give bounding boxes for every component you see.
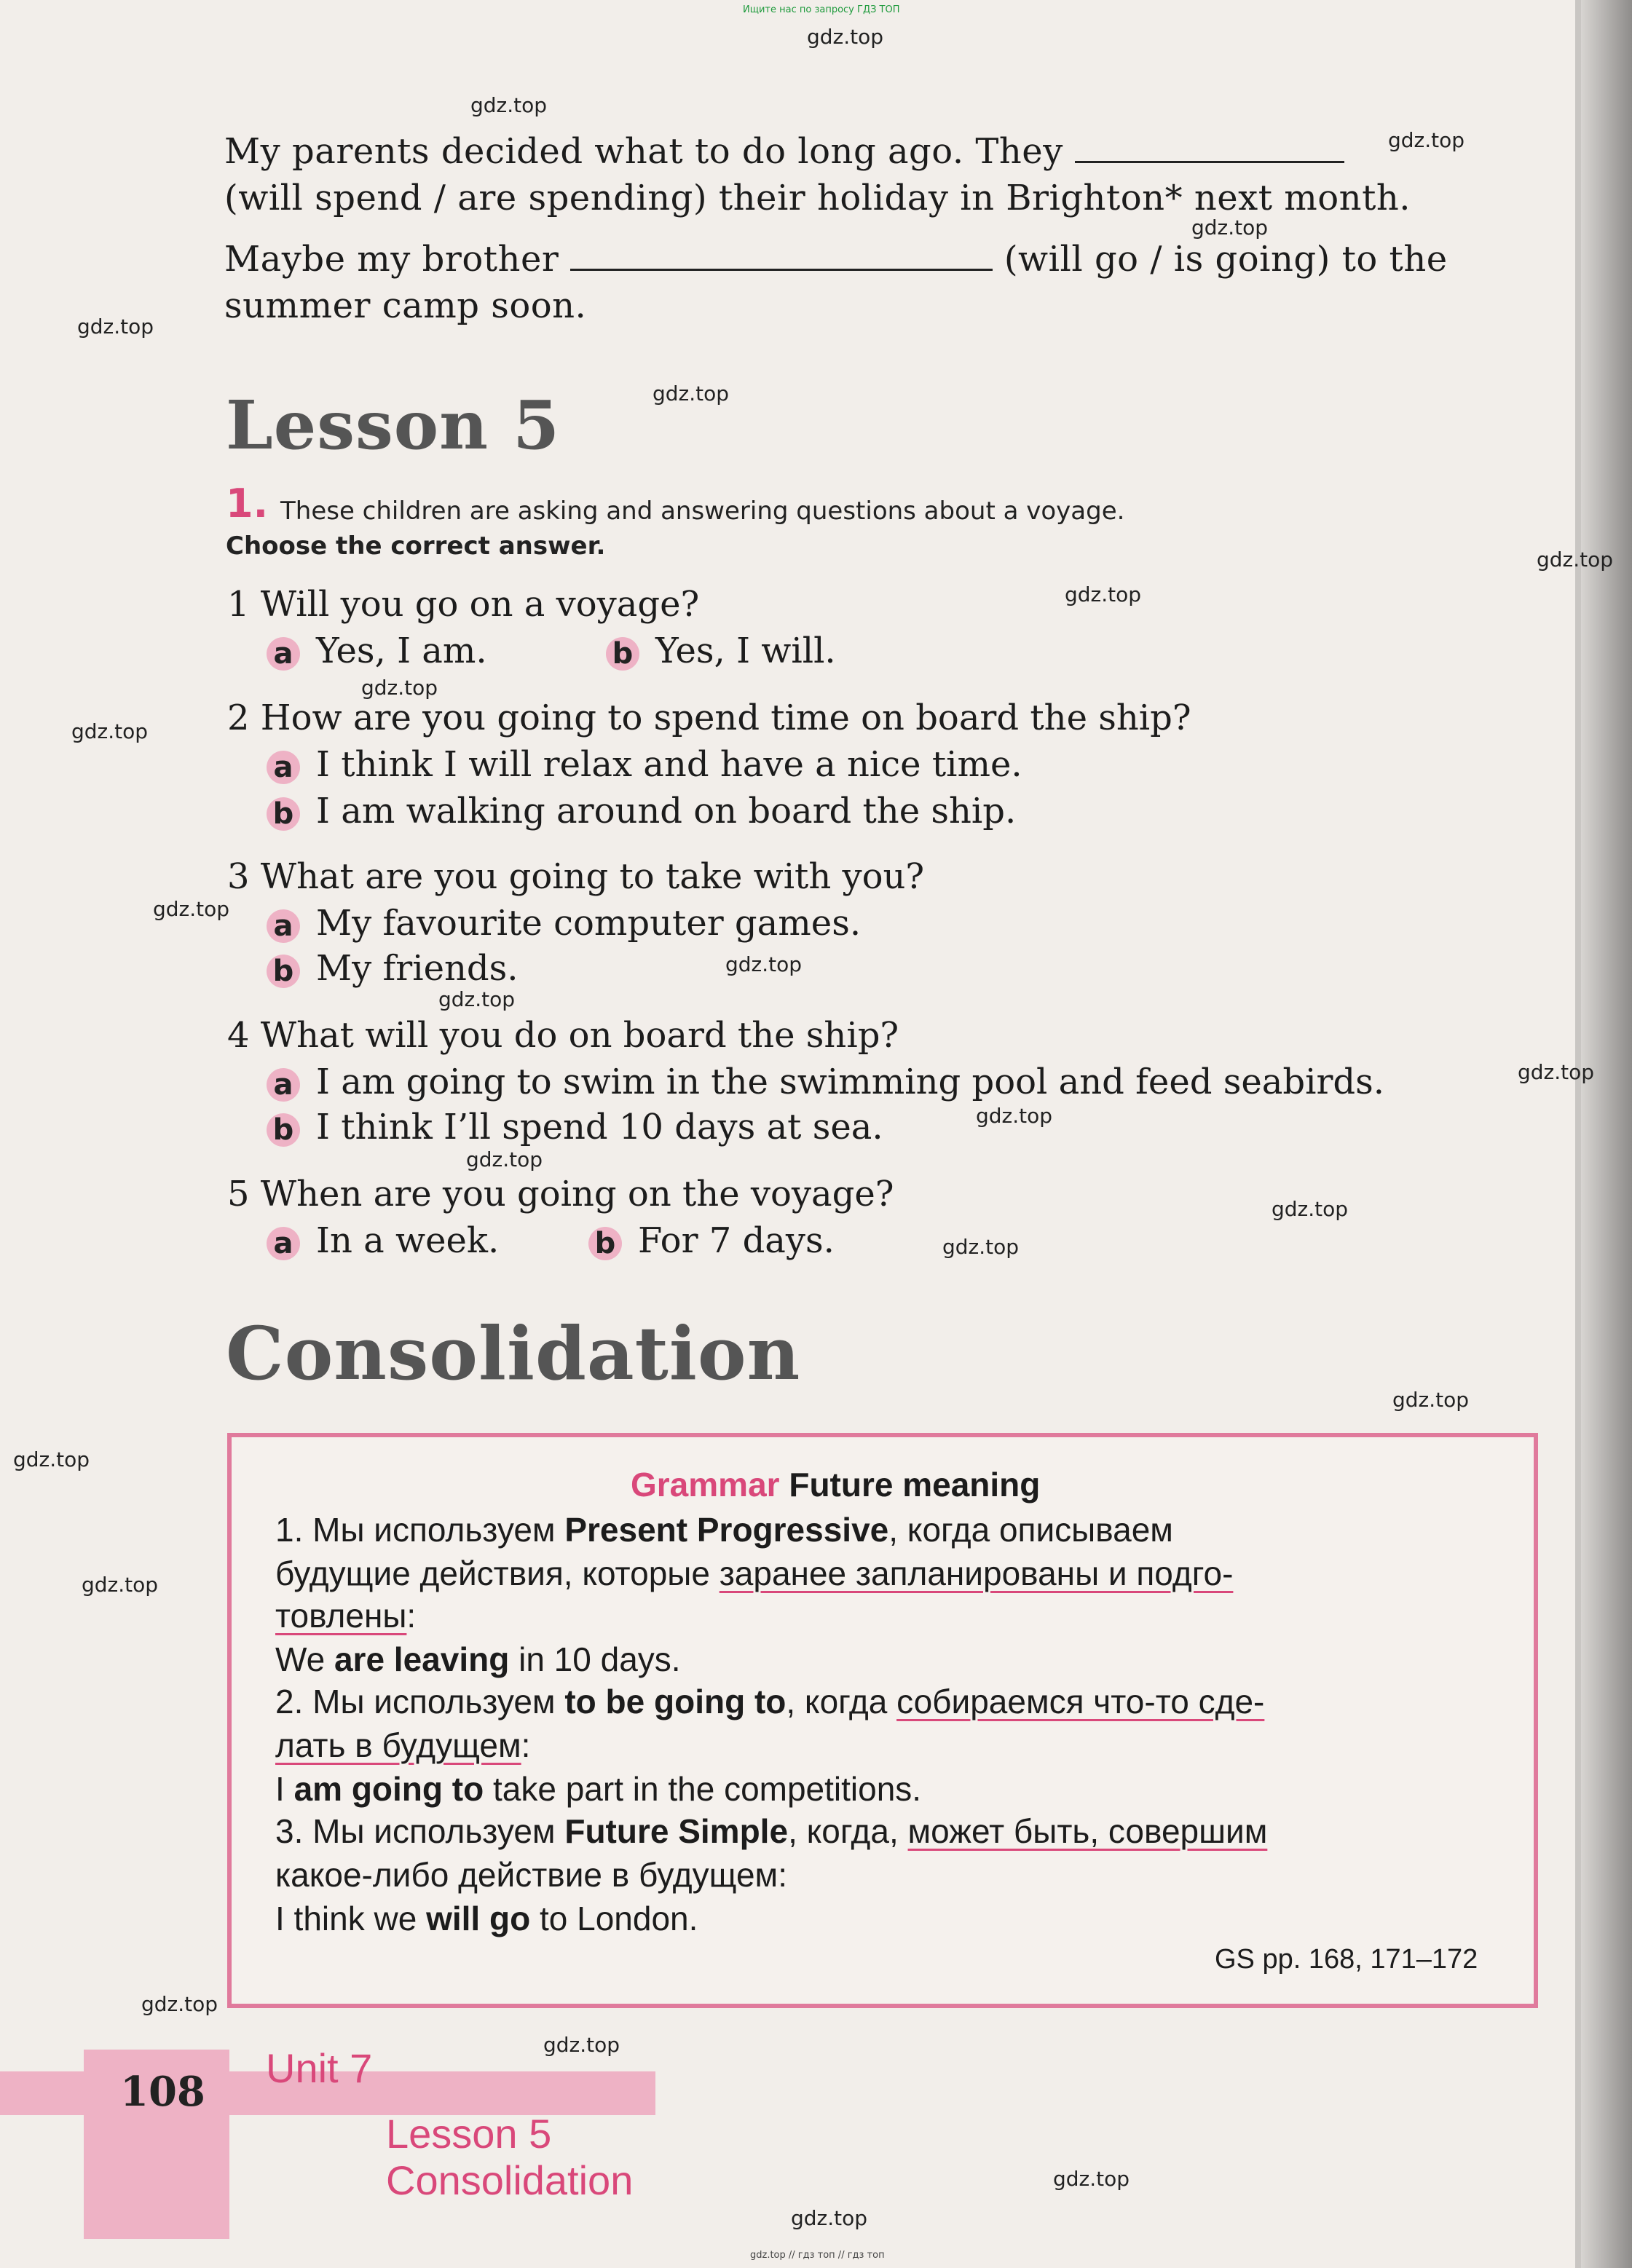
- question-1: 1 Will you go on a voyage?: [227, 584, 700, 625]
- page-gutter-line: [1575, 0, 1581, 2268]
- option-text: Yes, I will.: [655, 631, 836, 671]
- option-letter-a: a: [267, 909, 300, 943]
- answer-blank: [570, 261, 993, 271]
- option-letter-b: b: [267, 797, 300, 831]
- option-letter-b: b: [267, 955, 300, 988]
- watermark: gdz.top: [543, 2033, 620, 2057]
- intro-line-1: [224, 131, 1344, 172]
- grammar-rule-3-line-1: 3. Мы используем Future Simple, когда, может быть, совершим: [275, 1812, 1268, 1850]
- grammar-rule-2-line-2: лать в будущем:: [275, 1726, 531, 1764]
- watermark: gdz.top: [1537, 548, 1614, 572]
- question-3: 3 What are you going to take with you?: [227, 856, 925, 897]
- option-letter-b: b: [606, 637, 639, 671]
- lesson-title: Lesson 5: [226, 386, 561, 465]
- grammar-heading: [631, 1465, 1040, 1504]
- grammar-reference: GS pp. 168, 171–172: [1215, 1944, 1478, 1975]
- watermark: gdz.top: [1065, 582, 1142, 606]
- grammar-label: Grammar: [631, 1466, 780, 1504]
- watermark: gdz.top: [71, 719, 149, 743]
- watermark: gdz.top: [82, 1573, 159, 1597]
- option-2b[interactable]: [267, 791, 1016, 831]
- watermark: gdz.top: [77, 315, 154, 339]
- option-text: In a week.: [316, 1220, 500, 1261]
- watermark: gdz.top: [725, 952, 803, 976]
- watermark: gdz.top: [141, 1992, 218, 2016]
- grammar-title: Future meaning: [789, 1466, 1041, 1504]
- watermark: gdz.top: [653, 382, 730, 406]
- option-letter-a: a: [267, 1227, 300, 1260]
- watermark-top-note: Ищите нас по запросу ГДЗ ТОП: [743, 4, 900, 15]
- watermark: gdz.top: [153, 897, 230, 921]
- intro-text: Maybe my brother: [224, 239, 559, 280]
- exercise-number: 1.: [226, 481, 269, 526]
- option-letter-a: a: [267, 637, 300, 671]
- watermark-bottom-note: gdz.top // гдз топ // гдз топ: [750, 2250, 885, 2261]
- watermark: gdz.top: [1388, 128, 1465, 152]
- grammar-rule-2-line-1: 2. Мы используем to be going to, когда собираемся что-то сде-: [275, 1683, 1265, 1720]
- question-4: 4 What will you do on board the ship?: [227, 1015, 899, 1056]
- footer-section: Consolidation: [386, 2157, 634, 2203]
- option-text: I think I will relax and have a nice time.: [316, 744, 1022, 785]
- option-text: I am walking around on board the ship.: [316, 791, 1017, 831]
- grammar-example-3: I think we will go to London.: [275, 1900, 698, 1937]
- option-2a[interactable]: [267, 744, 1022, 785]
- watermark: gdz.top: [1392, 1388, 1470, 1412]
- option-letter-b: b: [588, 1227, 622, 1260]
- footer-unit: Unit 7: [266, 2045, 373, 2091]
- option-5b[interactable]: [588, 1220, 835, 1261]
- watermark: gdz.top: [976, 1104, 1053, 1128]
- exercise-instruction: These children are asking and answering questions about a voyage.: [280, 497, 1125, 526]
- option-letter-a: a: [267, 1068, 300, 1102]
- option-text: My favourite computer games.: [316, 903, 862, 944]
- intro-line-3: [224, 239, 1448, 280]
- watermark: gdz.top: [438, 987, 516, 1011]
- option-3b[interactable]: [267, 948, 519, 989]
- grammar-rule-1-line-2: будущие действия, которые заранее запланированы и подго-: [275, 1554, 1234, 1592]
- option-letter-b: b: [267, 1113, 300, 1147]
- watermark: gdz.top: [807, 25, 884, 49]
- watermark: gdz.top: [13, 1447, 90, 1471]
- option-text: I think I’ll spend 10 days at sea.: [316, 1107, 883, 1147]
- intro-text: (will go / is going) to the: [1004, 239, 1448, 280]
- grammar-rule-1-line-1: 1. Мы используем Present Progressive, когда описываем: [275, 1511, 1173, 1549]
- option-text: Yes, I am.: [316, 631, 487, 671]
- option-1b[interactable]: [606, 631, 836, 671]
- option-3a[interactable]: [267, 903, 861, 944]
- intro-text: My parents decided what to do long ago. They: [224, 131, 1063, 172]
- grammar-rule-1-line-3: товлены:: [275, 1597, 417, 1635]
- answer-blank: [1075, 154, 1344, 163]
- watermark: gdz.top: [1053, 2167, 1130, 2191]
- intro-line-2: (will spend / are spending) their holiday in Brighton* next month.: [224, 178, 1411, 218]
- option-text: I am going to swim in the swimming pool and feed seabirds.: [316, 1062, 1385, 1102]
- watermark: gdz.top: [361, 676, 438, 700]
- watermark: gdz.top: [942, 1235, 1020, 1259]
- grammar-example-1: We are leaving in 10 days.: [275, 1640, 681, 1678]
- watermark: gdz.top: [466, 1147, 543, 1171]
- option-text: For 7 days.: [638, 1220, 835, 1261]
- exercise-instruction-bold: Choose the correct answer.: [226, 532, 606, 561]
- consolidation-title: Consolidation: [226, 1311, 801, 1396]
- watermark: gdz.top: [470, 93, 548, 117]
- question-5: 5 When are you going on the voyage?: [227, 1174, 894, 1214]
- option-5a[interactable]: [267, 1220, 499, 1261]
- option-text: My friends.: [316, 948, 519, 989]
- grammar-rule-3-line-2: какое-либо действие в будущем:: [275, 1856, 787, 1894]
- watermark: gdz.top: [1518, 1060, 1595, 1084]
- grammar-example-2: I am going to take part in the competitions.: [275, 1770, 922, 1808]
- option-letter-a: a: [267, 751, 300, 784]
- page-number: 108: [120, 2068, 205, 2116]
- grammar-box: [227, 1433, 1538, 2008]
- page-gutter-shadow: [1581, 0, 1632, 2268]
- option-4a[interactable]: [267, 1062, 1384, 1102]
- watermark: gdz.top: [791, 2206, 868, 2230]
- option-1a[interactable]: [267, 631, 487, 671]
- question-2: 2 How are you going to spend time on board the ship?: [227, 698, 1191, 738]
- footer-lesson: Lesson 5: [386, 2111, 552, 2157]
- watermark: gdz.top: [1191, 216, 1269, 240]
- watermark: gdz.top: [1272, 1197, 1349, 1221]
- option-4b[interactable]: [267, 1107, 883, 1147]
- intro-line-4: summer camp soon.: [224, 285, 587, 326]
